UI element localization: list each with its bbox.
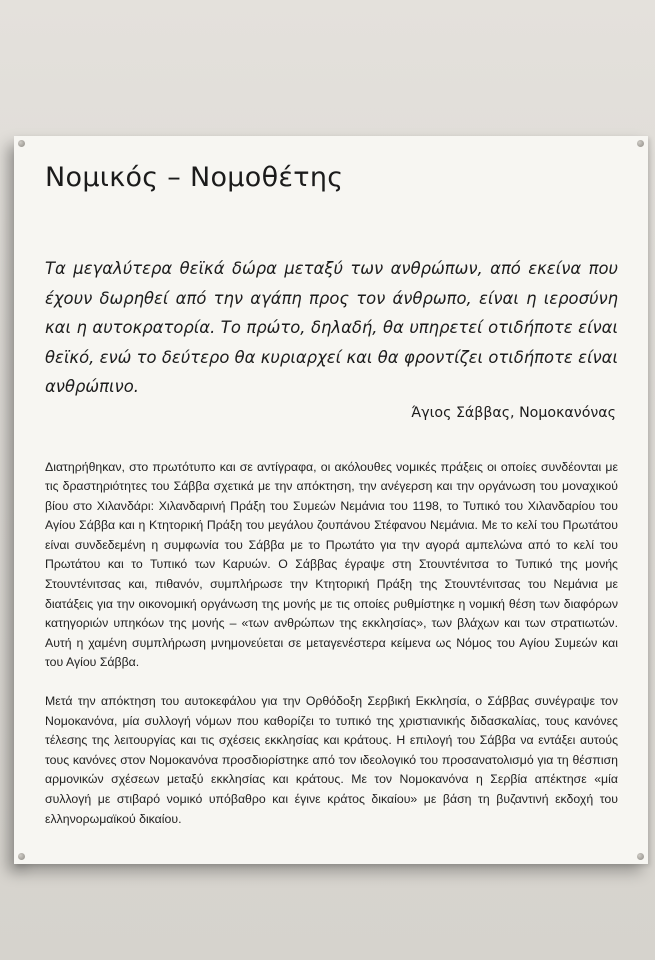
screw-bottom-right: [637, 853, 644, 860]
screw-top-right: [637, 140, 644, 147]
panel-title: Νομικός – Νομοθέτης: [45, 162, 344, 193]
quote-attribution: Άγιος Σάββας, Νομοκανόνας: [411, 404, 616, 421]
quote-text: Τα μεγαλύτερα θεϊκά δώρα μεταξύ των ανθρώπων, από εκείνα που έχουν δωρηθεί από την αγάπη προς τον άνθρωπο, είναι η ιεροσύνη και η αυτοκρατορία. Το πρώτο, δηλαδή, θα υπηρετεί οτιδήποτε είναι θεϊκό, ενώ το δεύτερο θα κυριαρχεί και θα φροντίζει οτιδήποτε είναι ανθρώπινο.: [45, 259, 618, 396]
screw-bottom-left: [18, 853, 25, 860]
body-paragraph: Μετά την απόκτηση του αυτοκεφάλου για την Ορθόδοξη Σερβική Εκκλησία, ο Σάββας συνέγραψε τον Νομοκανόνα, μία συλλογή νόμων που καθορίζει το τυπικό της χριστιανικής διδασκαλίας, τους κανόνες τέλεσης της λειτουργίας και τις σχέσεις εκκλησίας και κράτους. Η επιλογή του Σάββα να εντάξει αυτούς τους κανόνες στον Νομοκανόνα προσδιορίστηκε από τον ιδεολογικό του προσανατολισμό για τη θέσπιση αρμονικών σχέσεων μεταξύ εκκλησίας και κράτους. Με τον Νομοκανόνα η Σερβία απέκτησε «μία συλλογή με στιβαρό νομικό υπόβαθρο και έγινε κράτος δικαίου» με βάση τη βυζαντινή εκδοχή του ελληνορωμαϊκού δικαίου.: [45, 694, 618, 826]
exhibit-panel: [14, 136, 648, 864]
screw-top-left: [18, 140, 25, 147]
body-paragraph: Διατηρήθηκαν, στο πρωτότυπο και σε αντίγραφα, οι ακόλουθες νομικές πράξεις οι οποίες συνδέονται με τις δραστηριότητες του Σάββα σχετικά με την απόκτηση, την ανέγερση και την οργάνωση του μοναχικού βίου στο Χιλανδάρι: Χιλανδαρινή Πράξη του Συμεών Νεμάνια του 1198, το Τυπικό του Χιλανδαρίου του Αγίου Σάββα και η Κτητορική Πράξη του μεγάλου ζουπάνου Στέφανου Νεμάνια. Με το κελί του Πρωτάτου είναι συνδεδεμένη η συμφωνία του Σάββα με το Πρωτάτο για την αγορά αμπελώνα από το κελί του Πρωτάτου και το Τυπικό των Καρυών. Ο Σάββας έγραψε στη Στουντένιτσα το Τυπικό της μονής Στουντένιτσας και, πιθανόν, συμπλήρωσε την Κτητορική Πράξη της Στουντένιτσας του Νεμάνια με διατάξεις για την οικονομική οργάνωση της μονής με τις οποίες ρυθμίστηκε η νομική θέση των διαφόρων κατηγοριών υπηκόων της μονής – «των ανθρώπων της εκκλησίας», των βλάχων και των στρατιωτών. Αυτή η χαμένη συμπλήρωση μνημονεύεται σε μεταγενέστερα κείμενα ως Νόμος του Αγίου Συμεών και του Αγίου Σάββα.: [45, 459, 618, 670]
